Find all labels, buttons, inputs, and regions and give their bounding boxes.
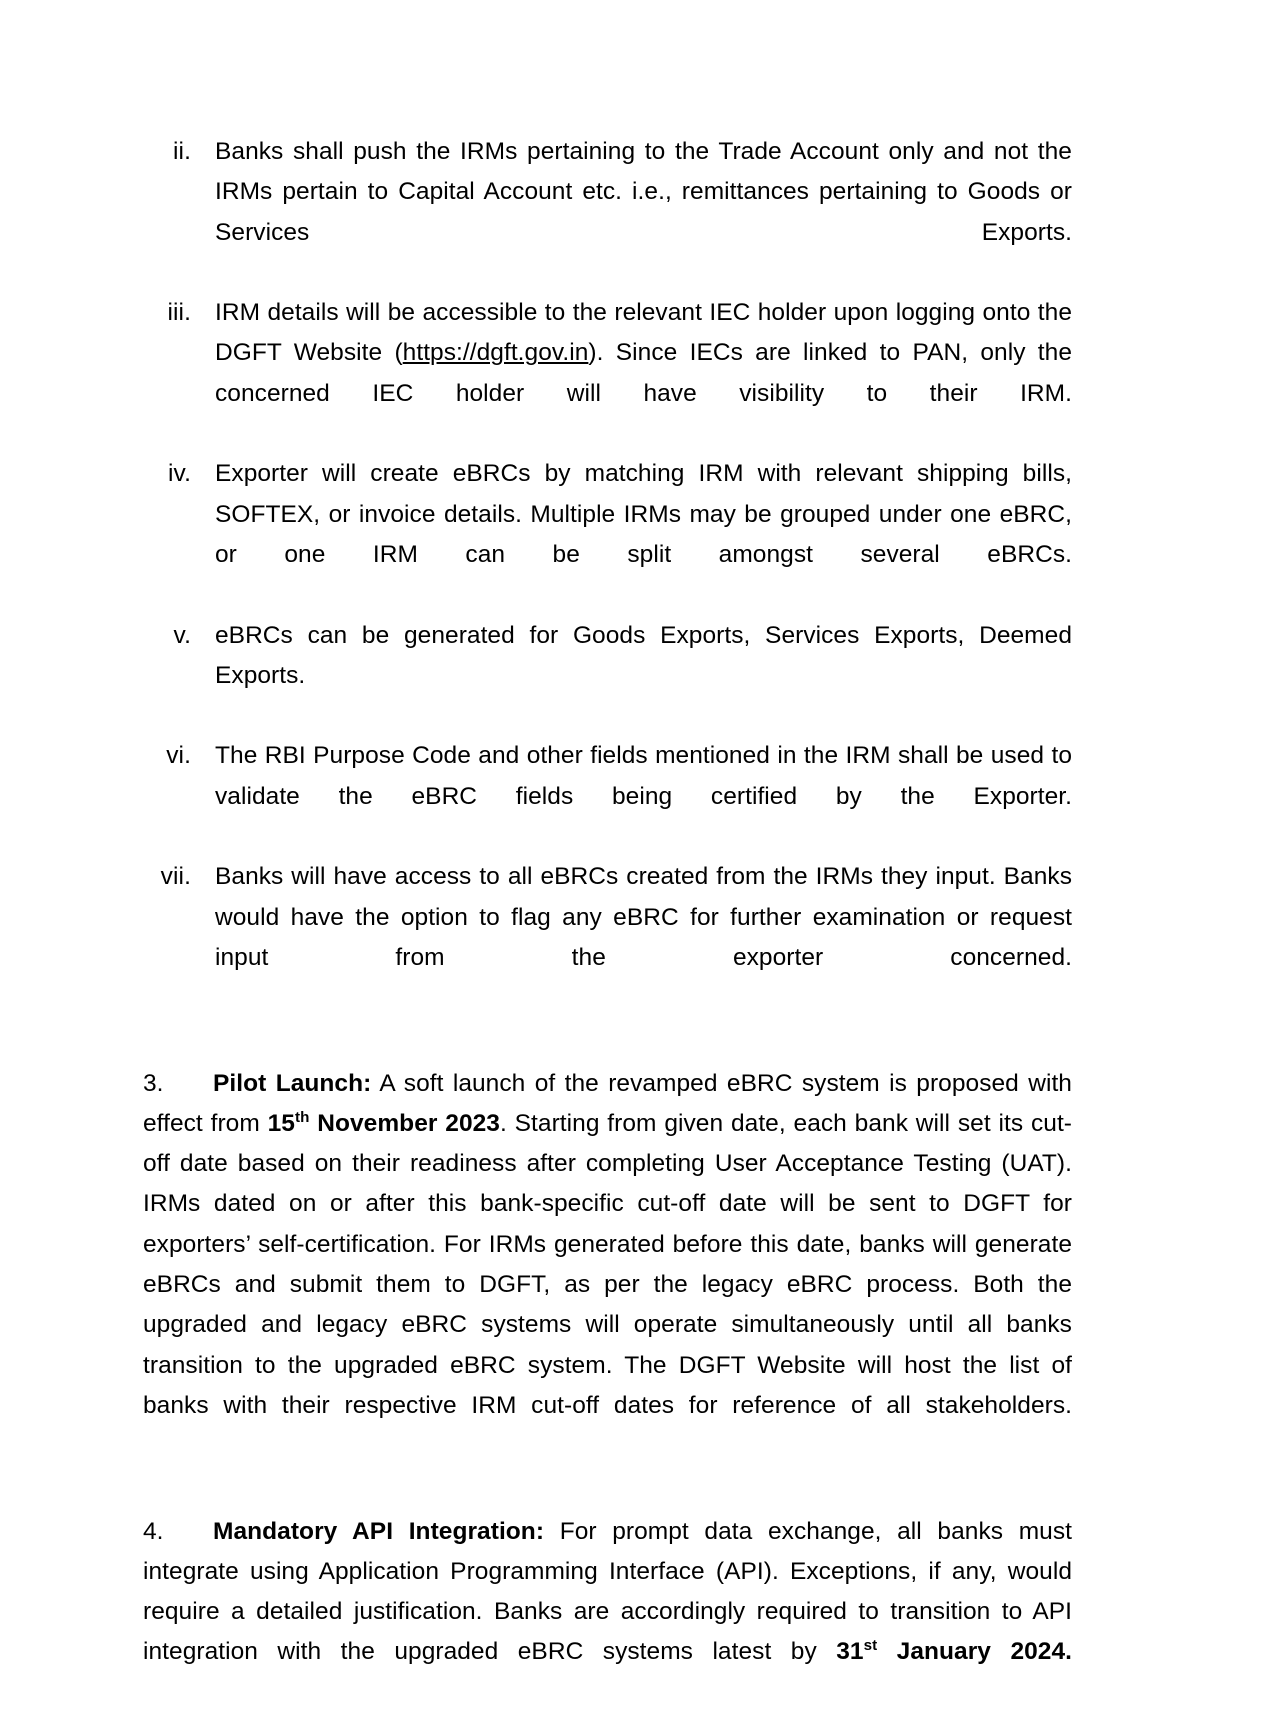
paragraph-text-part-1: For prompt data exchange, all banks must integrate using Application Programming Interface (API). Exceptions, if any, would require a detailed justification. Banks are accordingly required to transition to API integration with the upgraded eBRC systems latest by xyxy=(143,1517,1072,1666)
list-item-text-before-link: IRM details will be accessible to the relevant IEC holder upon logging onto the DGFT Website ( xyxy=(215,299,1072,367)
list-item-text: Banks will have access to all eBRCs created from the IRMs they input. Banks would have the option to flag any eBRC for further examination or request input from the exporter concerned. xyxy=(215,863,1072,971)
list-item-text: eBRCs can be generated for Goods Exports, Services Exports, Deemed Exports. xyxy=(215,621,1072,689)
list-marker: iv. xyxy=(168,460,191,488)
roman-numeral-list xyxy=(143,132,1072,1019)
list-item xyxy=(143,454,1072,615)
list-marker: vi. xyxy=(166,742,191,770)
list-marker: iii. xyxy=(167,299,191,327)
date-rest: January 2024. xyxy=(877,1638,1073,1666)
paragraph-heading: Mandatory API Integration: xyxy=(213,1517,545,1545)
paragraph-number: 4. xyxy=(143,1517,164,1545)
list-item xyxy=(143,132,1072,293)
list-item-text: Exporter will create eBRCs by matching IRM with relevant shipping bills, SOFTEX, or invoice details. Multiple IRMs may be grouped under one eBRC, or one IRM can be split amongst several eBRCs. xyxy=(215,460,1072,568)
list-item-text: The RBI Purpose Code and other fields mentioned in the IRM shall be used to validate the eBRC fields being certified by the Exporter. xyxy=(215,742,1072,810)
list-marker: ii. xyxy=(173,138,191,165)
list-item-text-after-link: ). Since IECs are linked to PAN, only the concerned IEC holder will have visibility to their IRM. xyxy=(215,339,1073,407)
dgft-website-link[interactable]: https://dgft.gov.in xyxy=(402,339,589,367)
list-item-text xyxy=(215,293,1072,454)
paragraph-mandatory-api-integration xyxy=(143,1512,1072,1713)
list-marker: v. xyxy=(173,621,191,649)
paragraph-heading: Pilot Launch: xyxy=(213,1069,372,1097)
document-body xyxy=(143,132,1072,1713)
list-item xyxy=(143,736,1072,857)
date-rest: November 2023 xyxy=(309,1109,500,1137)
list-item xyxy=(143,293,1072,454)
paragraph-mandatory-api-text xyxy=(143,1512,1072,1713)
paragraph-text-part-1: A soft launch of the revamped eBRC system is proposed with effect from xyxy=(143,1069,1072,1137)
date-number: 15 xyxy=(267,1109,295,1137)
date-ordinal-suffix: th xyxy=(294,1108,310,1126)
list-item-text: Banks shall push the IRMs pertaining to the Trade Account only and not the IRMs pertain to Capital Account etc. i.e., remittances pertaining to Goods or Services Exports. xyxy=(215,138,1072,246)
paragraph-pilot-launch xyxy=(143,1064,1072,1467)
date-number: 31 xyxy=(836,1638,864,1666)
date-ordinal-suffix: st xyxy=(863,1637,878,1655)
paragraph-number: 3. xyxy=(143,1069,164,1097)
list-item xyxy=(143,616,1072,737)
paragraph-text-part-2: . Starting from given date, each bank will set its cut-off date based on their readiness after completing User Acceptance Testing (UAT). IRMs dated on or after this bank-specific cut-off date will be sent to DGFT for exporters’ self-certification. For IRMs generated before this date, banks will generate eBRCs and submit them to DGFT, as per the legacy eBRC process. Both the upgraded and legacy eBRC systems will operate simultaneously until all banks transition to the upgraded eBRC system. The DGFT Website will host the list of banks with their respective IRM cut-off dates for reference of all stakeholders. xyxy=(143,1109,1073,1419)
list-item xyxy=(143,857,1072,1018)
paragraph-pilot-launch-text xyxy=(143,1064,1072,1467)
list-marker: vii. xyxy=(160,863,191,891)
